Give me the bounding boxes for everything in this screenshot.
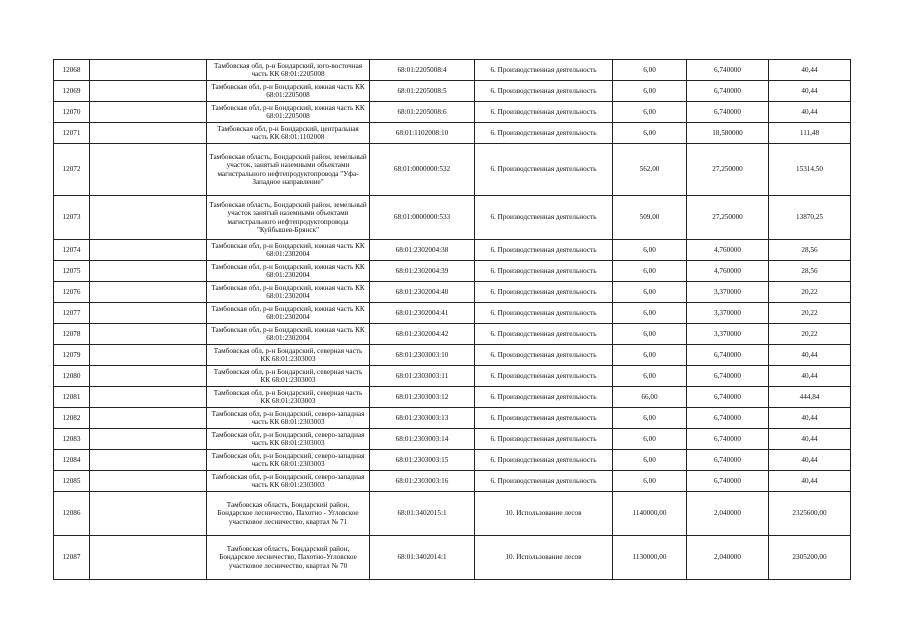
address-cell: Тамбовская обл, р-н Бондарский, южная часть КК 68:01:2302004 (207, 324, 370, 345)
cadastral-number-cell: 68:01:2303003:10 (370, 345, 475, 366)
row-number: 12079 (54, 345, 90, 366)
address-cell: Тамбовская обл, р-н Бондарский, северная часть КК 68:01:2303003 (207, 387, 370, 408)
address-cell: Тамбовская область, Бондарский район, Бондарское лесничество, Пахотно - Угловское участковое лесничество, квартал № 71 (207, 492, 370, 536)
row-number: 12073 (54, 196, 90, 240)
address-cell: Тамбовская обл, р-н Бондарский, южная часть КК 68:01:2302004 (207, 261, 370, 282)
spacer-cell (90, 303, 207, 324)
land-use-cell: 6. Производственная деятельность (475, 345, 613, 366)
area-cell: 6,00 (613, 60, 687, 81)
sum-cell: 40,44 (769, 408, 851, 429)
cadastral-number-cell: 68:01:2302004:39 (370, 261, 475, 282)
sum-cell: 40,44 (769, 102, 851, 123)
land-use-cell: 6. Производственная деятельность (475, 471, 613, 492)
spacer-cell (90, 60, 207, 81)
table-row (54, 345, 851, 366)
rate-cell: 27,250000 (687, 196, 769, 240)
area-cell: 6,00 (613, 102, 687, 123)
sum-cell: 20,22 (769, 303, 851, 324)
sum-cell: 40,44 (769, 345, 851, 366)
sum-cell: 40,44 (769, 60, 851, 81)
spacer-cell (90, 366, 207, 387)
area-cell: 6,00 (613, 261, 687, 282)
cadastral-number-cell: 68:01:2205008:5 (370, 81, 475, 102)
spacer-cell (90, 492, 207, 536)
table-row (54, 492, 851, 536)
land-use-cell: 6. Производственная деятельность (475, 196, 613, 240)
area-cell: 6,00 (613, 240, 687, 261)
area-cell: 66,00 (613, 387, 687, 408)
address-cell: Тамбовская обл, р-н Бондарский, южная часть КК 68:01:2205008 (207, 102, 370, 123)
row-number: 12074 (54, 240, 90, 261)
land-use-cell: 10. Использование лесов (475, 536, 613, 580)
row-number: 12086 (54, 492, 90, 536)
table-row (54, 429, 851, 450)
rate-cell: 4,760000 (687, 261, 769, 282)
row-number: 12081 (54, 387, 90, 408)
spacer-cell (90, 471, 207, 492)
cadastral-number-cell: 68:01:2303003:15 (370, 450, 475, 471)
address-cell: Тамбовская обл, р-н Бондарский, центральная часть КК 68:01:1102008 (207, 123, 370, 144)
address-cell: Тамбовская обл, р-н Бондарский, юго-восточная часть КК 68:01:2205008 (207, 60, 370, 81)
address-cell: Тамбовская обл, р-н Бондарский, северо-западная часть КК 68:01:2303003 (207, 408, 370, 429)
land-use-cell: 10. Использование лесов (475, 492, 613, 536)
spacer-cell (90, 408, 207, 429)
land-use-cell: 6. Производственная деятельность (475, 261, 613, 282)
spacer-cell (90, 81, 207, 102)
cadastral-number-cell: 68:01:2303003:11 (370, 366, 475, 387)
spacer-cell (90, 282, 207, 303)
cadastral-number-cell: 68:01:2302004:41 (370, 303, 475, 324)
area-cell: 562,00 (613, 144, 687, 196)
area-cell: 6,00 (613, 324, 687, 345)
land-use-cell: 6. Производственная деятельность (475, 102, 613, 123)
row-number: 12068 (54, 60, 90, 81)
cadastral-number-cell: 68:01:3402015:1 (370, 492, 475, 536)
rate-cell: 3,370000 (687, 303, 769, 324)
table-row (54, 81, 851, 102)
rate-cell: 2,040000 (687, 536, 769, 580)
spacer-cell (90, 429, 207, 450)
area-cell: 6,00 (613, 408, 687, 429)
address-cell: Тамбовская обл, р-н Бондарский, северная часть КК 68:01:2303003 (207, 366, 370, 387)
rate-cell: 4,760000 (687, 240, 769, 261)
cadastral-number-cell: 68:01:2205008:4 (370, 60, 475, 81)
rate-cell: 6,740000 (687, 60, 769, 81)
area-cell: 6,00 (613, 471, 687, 492)
spacer-cell (90, 123, 207, 144)
address-cell: Тамбовская обл, р-н Бондарский, южная часть КК 68:01:2302004 (207, 240, 370, 261)
row-number: 12076 (54, 282, 90, 303)
sum-cell: 444,84 (769, 387, 851, 408)
rate-cell: 2,040000 (687, 492, 769, 536)
table-row (54, 324, 851, 345)
rate-cell: 6,740000 (687, 471, 769, 492)
row-number: 12071 (54, 123, 90, 144)
row-number: 12083 (54, 429, 90, 450)
cadastral-number-cell: 68:01:2205008:6 (370, 102, 475, 123)
row-number: 12075 (54, 261, 90, 282)
cadastral-number-cell: 68:01:3402014:1 (370, 536, 475, 580)
spacer-cell (90, 196, 207, 240)
address-cell: Тамбовская область, Бондарский район, Бондарское лесничество, Пахотно-Угловское участковое лесничество, квартал № 70 (207, 536, 370, 580)
sum-cell: 40,44 (769, 81, 851, 102)
table-row (54, 387, 851, 408)
row-number: 12087 (54, 536, 90, 580)
area-cell: 6,00 (613, 429, 687, 450)
table-body (54, 60, 851, 580)
table-row (54, 471, 851, 492)
sum-cell: 20,22 (769, 324, 851, 345)
land-use-cell: 6. Производственная деятельность (475, 387, 613, 408)
land-use-cell: 6. Производственная деятельность (475, 303, 613, 324)
cadastral-number-cell: 68:01:2302004:38 (370, 240, 475, 261)
table-row (54, 303, 851, 324)
address-cell: Тамбовская обл, р-н Бондарский, северо-западная часть КК 68:01:2303003 (207, 450, 370, 471)
spacer-cell (90, 536, 207, 580)
table-row (54, 123, 851, 144)
area-cell: 509,00 (613, 196, 687, 240)
spacer-cell (90, 261, 207, 282)
spacer-cell (90, 102, 207, 123)
row-number: 12085 (54, 471, 90, 492)
address-cell: Тамбовская обл, р-н Бондарский, северная часть КК 68:01:2303003 (207, 345, 370, 366)
row-number: 12069 (54, 81, 90, 102)
area-cell: 6,00 (613, 81, 687, 102)
rate-cell: 6,740000 (687, 102, 769, 123)
cadastral-number-cell: 68:01:0000000:533 (370, 196, 475, 240)
area-cell: 6,00 (613, 282, 687, 303)
table-row (54, 102, 851, 123)
address-cell: Тамбовская область, Бондарский район, земельный участок, занятый наземными объектами магистрального нефтепродуктопровода "Уфа-Западное направление" (207, 144, 370, 196)
sum-cell: 40,44 (769, 429, 851, 450)
rate-cell: 6,740000 (687, 429, 769, 450)
rate-cell: 6,740000 (687, 450, 769, 471)
land-use-cell: 6. Производственная деятельность (475, 324, 613, 345)
row-number: 12082 (54, 408, 90, 429)
row-number: 12080 (54, 366, 90, 387)
spacer-cell (90, 324, 207, 345)
rate-cell: 6,740000 (687, 81, 769, 102)
row-number: 12072 (54, 144, 90, 196)
area-cell: 1140000,00 (613, 492, 687, 536)
table-row (54, 196, 851, 240)
rate-cell: 18,580000 (687, 123, 769, 144)
area-cell: 6,00 (613, 450, 687, 471)
table-row (54, 366, 851, 387)
land-use-cell: 6. Производственная деятельность (475, 123, 613, 144)
sum-cell: 28,56 (769, 261, 851, 282)
land-use-cell: 6. Производственная деятельность (475, 240, 613, 261)
table-row (54, 60, 851, 81)
spacer-cell (90, 240, 207, 261)
table-row (54, 282, 851, 303)
row-number: 12077 (54, 303, 90, 324)
sum-cell: 15314,50 (769, 144, 851, 196)
table-row (54, 536, 851, 580)
address-cell: Тамбовская обл, р-н Бондарский, северо-западная часть КК 68:01:2303003 (207, 429, 370, 450)
cadastral-number-cell: 68:01:1102008:10 (370, 123, 475, 144)
rate-cell: 3,370000 (687, 324, 769, 345)
sum-cell: 40,44 (769, 471, 851, 492)
sum-cell: 111,48 (769, 123, 851, 144)
area-cell: 6,00 (613, 345, 687, 366)
rate-cell: 6,740000 (687, 345, 769, 366)
land-use-cell: 6. Производственная деятельность (475, 60, 613, 81)
address-cell: Тамбовская обл, р-н Бондарский, южная часть КК 68:01:2205008 (207, 81, 370, 102)
address-cell: Тамбовская область, Бондарский район, земельный участок занятый наземными объектами магистрального нефтепродуктопровода "Куйбышев-Брянск" (207, 196, 370, 240)
land-use-cell: 6. Производственная деятельность (475, 450, 613, 471)
area-cell: 6,00 (613, 123, 687, 144)
spacer-cell (90, 144, 207, 196)
row-number: 12084 (54, 450, 90, 471)
land-use-cell: 6. Производственная деятельность (475, 408, 613, 429)
spacer-cell (90, 345, 207, 366)
row-number: 12078 (54, 324, 90, 345)
address-cell: Тамбовская обл, р-н Бондарский, южная часть КК 68:01:2302004 (207, 282, 370, 303)
address-cell: Тамбовская обл, р-н Бондарский, южная часть КК 68:01:2302004 (207, 303, 370, 324)
land-plots-table (53, 59, 851, 580)
address-cell: Тамбовская обл, р-н Бондарский, северо-западная часть КК 68:01:2303003 (207, 471, 370, 492)
rate-cell: 3,370000 (687, 282, 769, 303)
area-cell: 1130000,00 (613, 536, 687, 580)
area-cell: 6,00 (613, 366, 687, 387)
sum-cell: 40,44 (769, 450, 851, 471)
land-use-cell: 6. Производственная деятельность (475, 282, 613, 303)
land-use-cell: 6. Производственная деятельность (475, 144, 613, 196)
table-row (54, 261, 851, 282)
table-row (54, 240, 851, 261)
sum-cell: 13870,25 (769, 196, 851, 240)
sum-cell: 20,22 (769, 282, 851, 303)
sum-cell: 28,56 (769, 240, 851, 261)
table-row (54, 144, 851, 196)
cadastral-number-cell: 68:01:2303003:13 (370, 408, 475, 429)
rate-cell: 6,740000 (687, 387, 769, 408)
sum-cell: 2325600,00 (769, 492, 851, 536)
spacer-cell (90, 450, 207, 471)
land-use-cell: 6. Производственная деятельность (475, 81, 613, 102)
cadastral-number-cell: 68:01:2303003:16 (370, 471, 475, 492)
land-use-cell: 6. Производственная деятельность (475, 366, 613, 387)
cadastral-number-cell: 68:01:2303003:14 (370, 429, 475, 450)
area-cell: 6,00 (613, 303, 687, 324)
table-row (54, 450, 851, 471)
cadastral-number-cell: 68:01:2303003:12 (370, 387, 475, 408)
cadastral-number-cell: 68:01:2302004:42 (370, 324, 475, 345)
cadastral-number-cell: 68:01:2302004:40 (370, 282, 475, 303)
table-row (54, 408, 851, 429)
sum-cell: 40,44 (769, 366, 851, 387)
spacer-cell (90, 387, 207, 408)
land-use-cell: 6. Производственная деятельность (475, 429, 613, 450)
rate-cell: 6,740000 (687, 408, 769, 429)
rate-cell: 27,250000 (687, 144, 769, 196)
cadastral-number-cell: 68:01:0000000:532 (370, 144, 475, 196)
sum-cell: 2305200,00 (769, 536, 851, 580)
row-number: 12070 (54, 102, 90, 123)
rate-cell: 6,740000 (687, 366, 769, 387)
